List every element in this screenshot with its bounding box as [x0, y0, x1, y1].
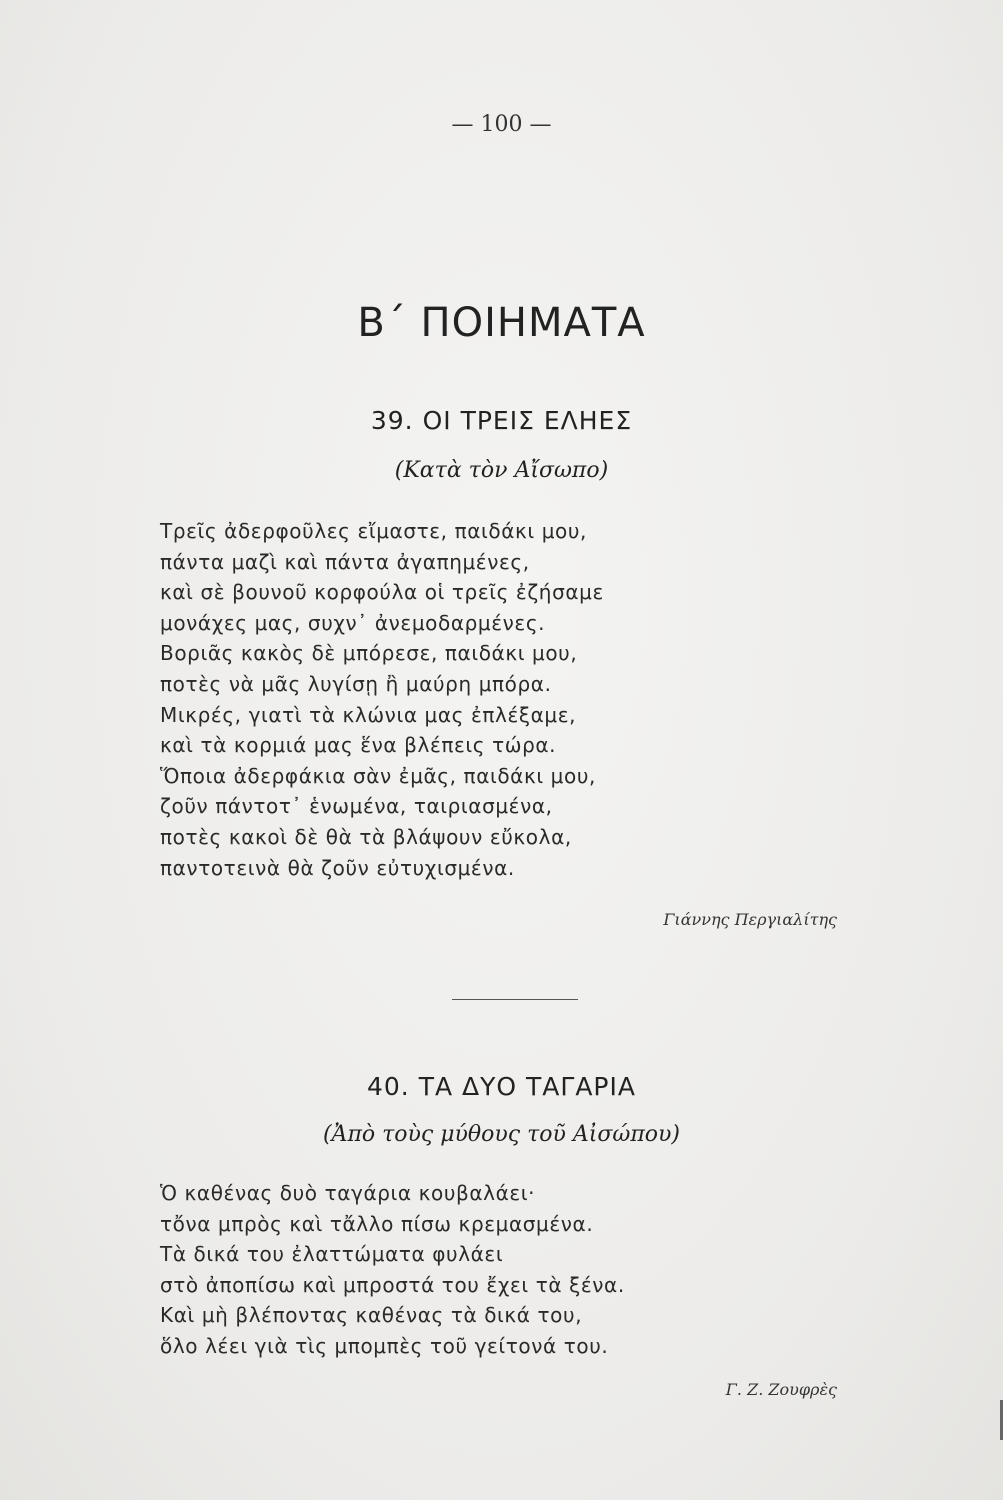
page-number: — 100 — [451, 112, 552, 137]
poem-line: Ὅποια ἀδερφάκια σὰν ἐμᾶς, παιδάκι μου, [160, 763, 596, 788]
poem-40-subtitle: (Ἀπὸ τοὺς μύθους τοῦ Αἰσώπου) [322, 1122, 681, 1147]
poem-39-stanza [160, 516, 880, 883]
poem-line: ὅλο λέει γιὰ τὶς μπομπὲς τοῦ γείτονά του. [160, 1333, 609, 1358]
poem-40-title: 40. ΤΑ ΔΥΟ ΤΑΓΑΡΙΑ [367, 1072, 636, 1101]
poem-40-author: Γ. Ζ. Ζουφρὲς [725, 1380, 837, 1399]
poem-39-author: Γιάννης Περγιαλίτης [663, 910, 837, 929]
poem-line: ποτὲς κακοὶ δὲ θὰ τὰ βλάψουν εὔκολα, [160, 824, 572, 849]
poem-line: καὶ τὰ κορμιά μας ἕνα βλέπεις τώρα. [160, 733, 557, 758]
poem-line: Καὶ μὴ βλέποντας καθένας τὰ δικά του, [160, 1303, 583, 1328]
poem-line: ποτὲς νὰ μᾶς λυγίσῃ ἢ μαύρη μπόρα. [160, 671, 552, 696]
poem-line: Μικρές, γιατὶ τὰ κλώνια μας ἐπλέξαμε, [160, 702, 577, 727]
poem-line: Τὰ δικά του ἐλαττώματα φυλάει [160, 1242, 504, 1267]
section-title: Β΄ ΠΟΙΗΜΑΤΑ [357, 300, 646, 346]
poem-line: Τρεῖς ἀδερφοῦλες εἴμαστε, παιδάκι μου, [160, 519, 587, 543]
poem-line: Ὁ καθένας δυὸ ταγάρια κουβαλάει· [160, 1181, 536, 1205]
poem-line: στὸ ἀποπίσω καὶ μπροστά του ἔχει τὰ ξένα. [160, 1272, 625, 1297]
poem-line: τὄνα μπρὸς καὶ τἄλλο πίσω κρεμασμένα. [160, 1211, 594, 1236]
poem-40-stanza [160, 1178, 880, 1362]
poem-line: ζοῦν πάντοτ᾽ ἑνωμένα, ταιριασμένα, [160, 794, 553, 819]
poem-line: παντοτεινὰ θὰ ζοῦν εὐτυχισμένα. [160, 855, 515, 880]
poem-39-title: 39. ΟΙ ΤΡΕΙΣ ΕΛΗΕΣ [370, 406, 633, 435]
poem-39-subtitle: (Κατὰ τὸν Αἴσωπο) [394, 458, 609, 483]
section-divider [452, 999, 578, 1000]
poem-line: μονάχες μας, συχν᾽ ἀνεμοδαρμένες. [160, 610, 546, 635]
poem-line: Βοριᾶς κακὸς δὲ μπόρεσε, παιδάκι μου, [160, 641, 578, 666]
poem-line: καὶ σὲ βουνοῦ κορφούλα οἱ τρεῖς ἐζήσαμε [160, 580, 604, 605]
poem-line: πάντα μαζὶ καὶ πάντα ἀγαπημένες, [160, 549, 530, 574]
